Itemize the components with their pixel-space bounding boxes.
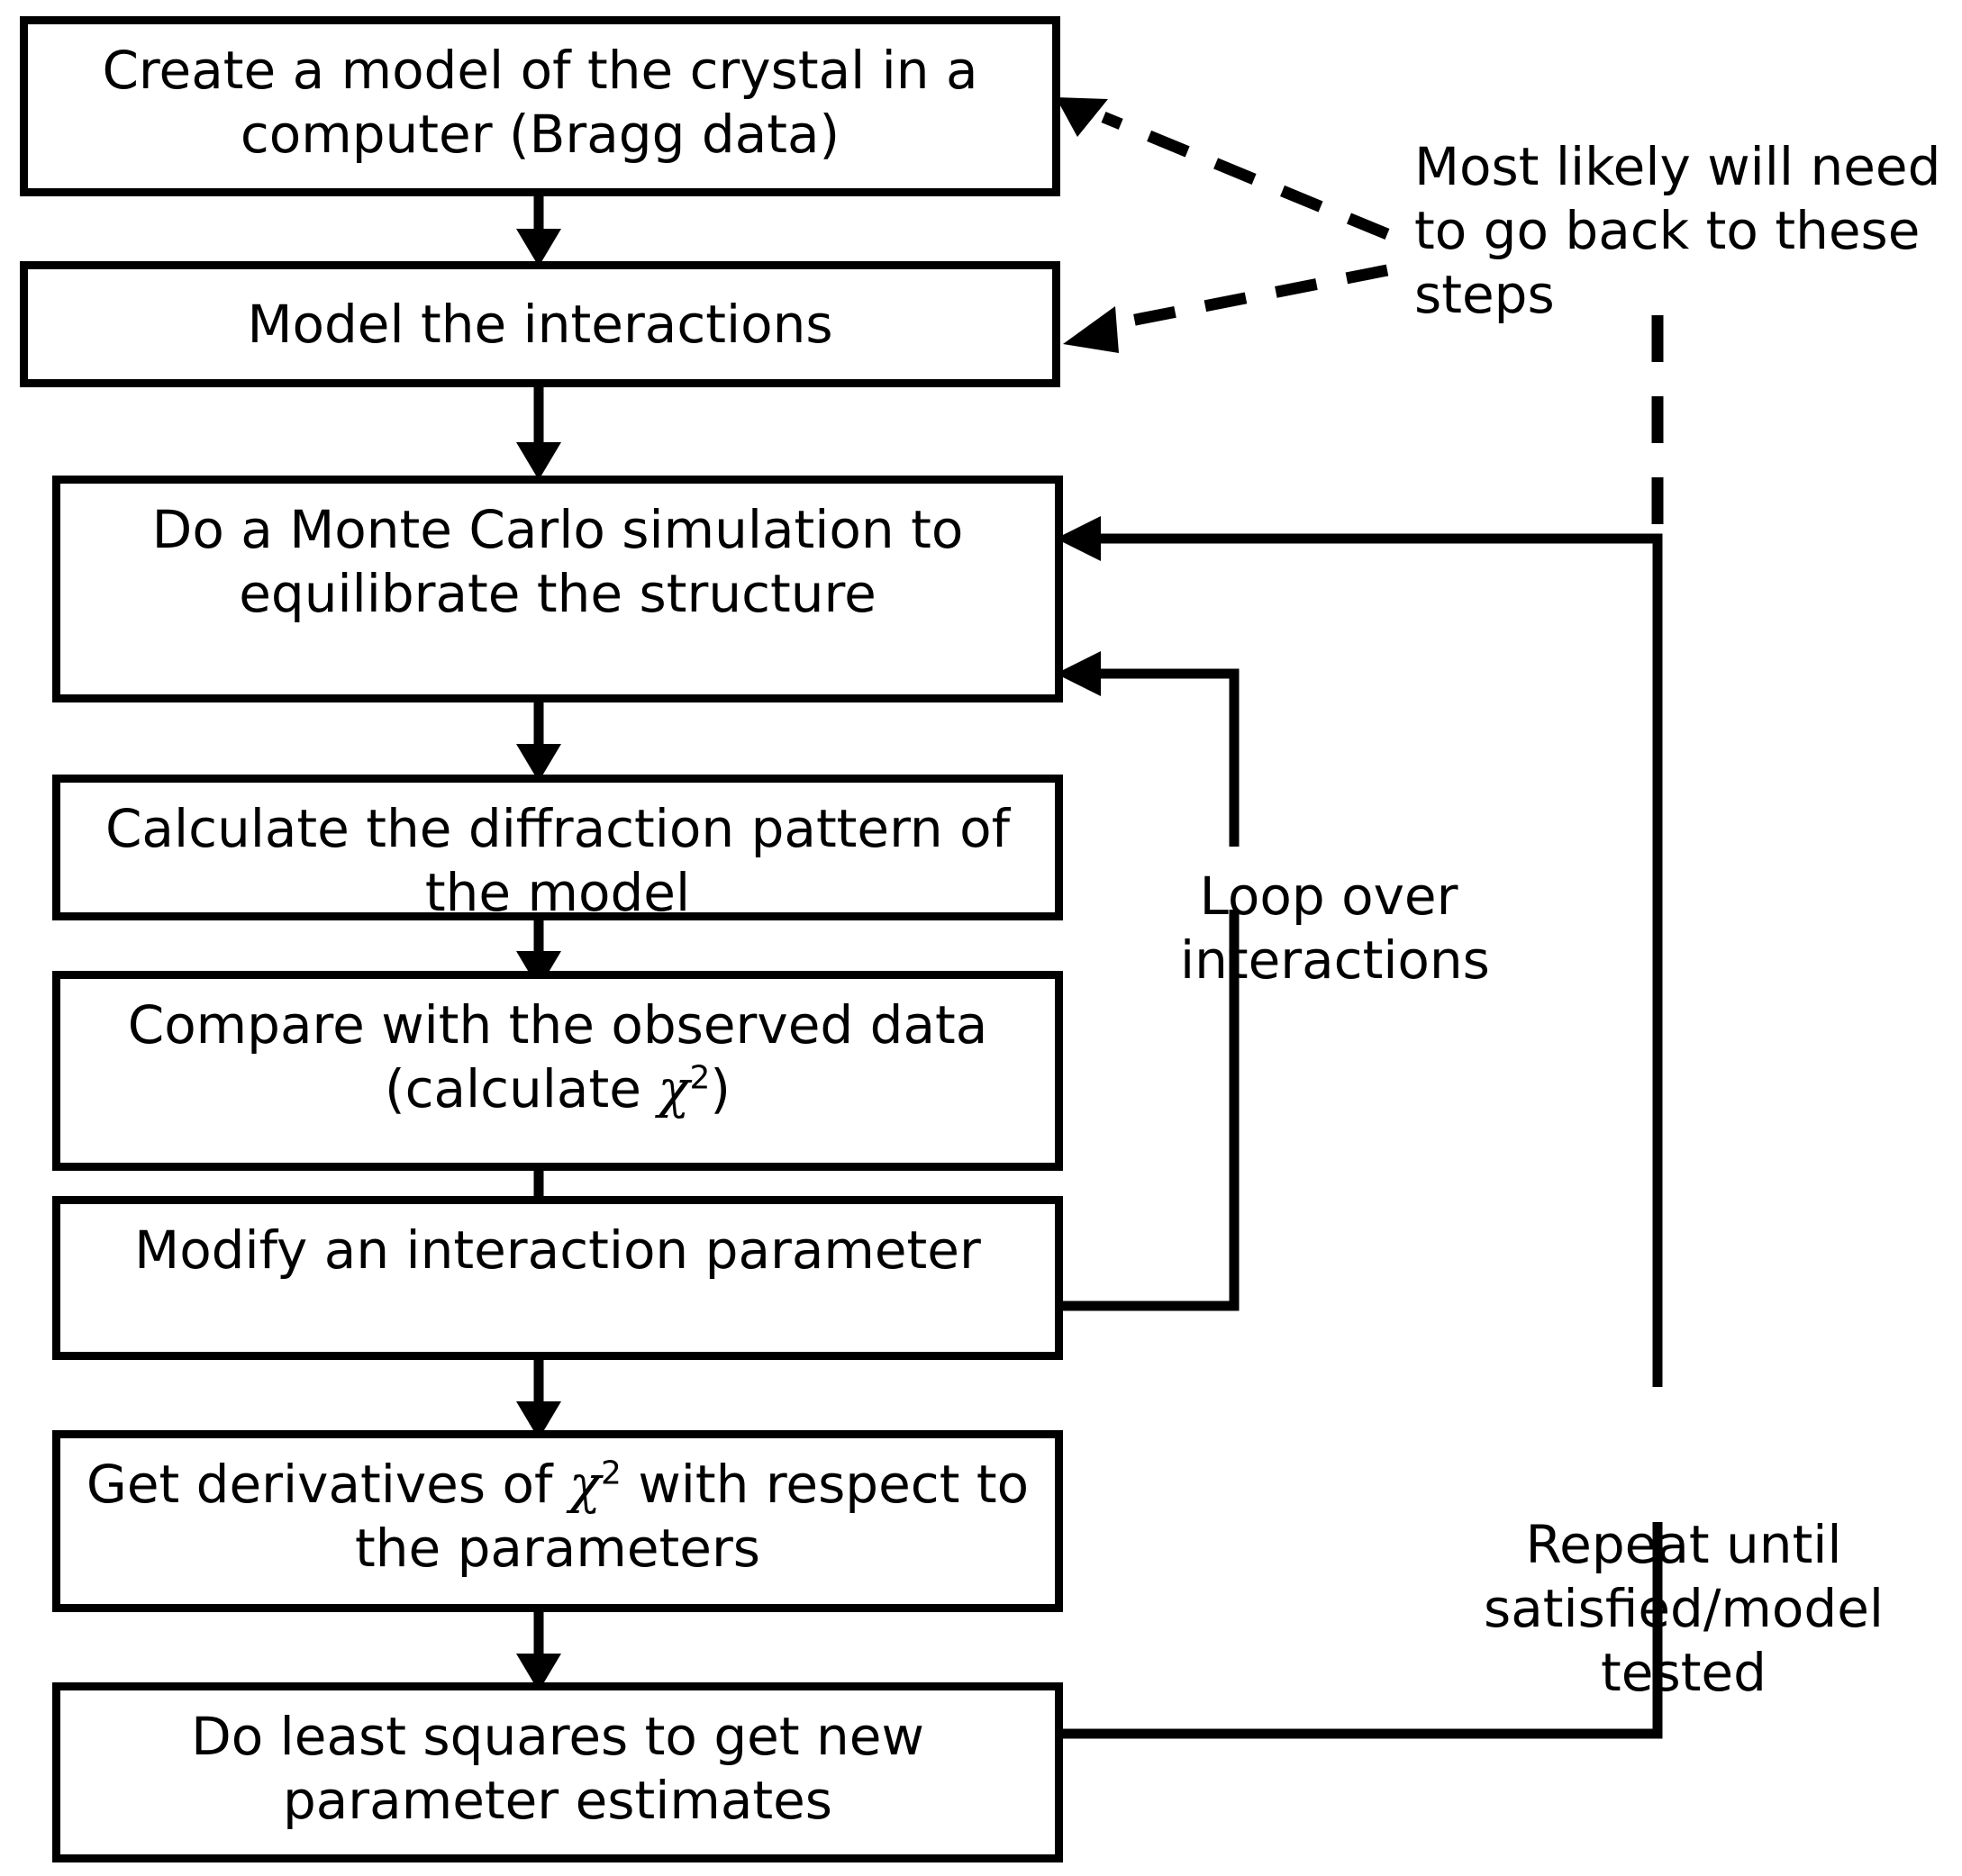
flowchart-box-compare-observed[interactable] — [52, 971, 1063, 1171]
annotation-label: Repeat until satisfied/model tested — [1483, 1514, 1884, 1703]
annotation-label: Loop over interactions — [1180, 865, 1490, 991]
annotation-label: Most likely will need to go back to these steps — [1414, 136, 1941, 325]
flowchart-box-model-interactions[interactable] — [20, 261, 1060, 387]
box-label: Do a Monte Carlo simulation to equilibrate the structure — [151, 499, 964, 624]
dashed-arrow-heads — [1056, 97, 1119, 353]
box-label: Do least squares to get new parameter estimates — [191, 1706, 924, 1831]
flowchart-box-create-model[interactable] — [20, 16, 1060, 196]
flowchart-box-calculate-diffraction[interactable] — [52, 775, 1063, 923]
box-label: Modify an interaction parameter — [134, 1219, 981, 1281]
box-label: Calculate the diffraction pattern of the model — [104, 798, 1011, 923]
annotation-loop-over-interactions — [1180, 865, 1490, 992]
dashed-feedback-lines — [1104, 117, 1387, 324]
flowchart-box-modify-parameter[interactable] — [52, 1196, 1063, 1360]
flowchart-box-get-derivatives[interactable] — [52, 1430, 1063, 1612]
annotation-repeat-until — [1405, 1513, 1962, 1704]
box-label: Get derivatives of $\chi^2$ with respect to the parameters — [86, 1454, 1030, 1579]
flowchart-box-monte-carlo[interactable] — [52, 476, 1063, 702]
flowchart-box-least-squares[interactable] — [52, 1682, 1063, 1862]
annotation-go-back — [1414, 135, 1955, 326]
box-label: Create a model of the crystal in a computer (Bragg data) — [102, 40, 978, 165]
box-label: Model the interactions — [247, 293, 833, 355]
box-label: Compare with the observed data (calculate $\chi^2$) — [127, 994, 988, 1119]
